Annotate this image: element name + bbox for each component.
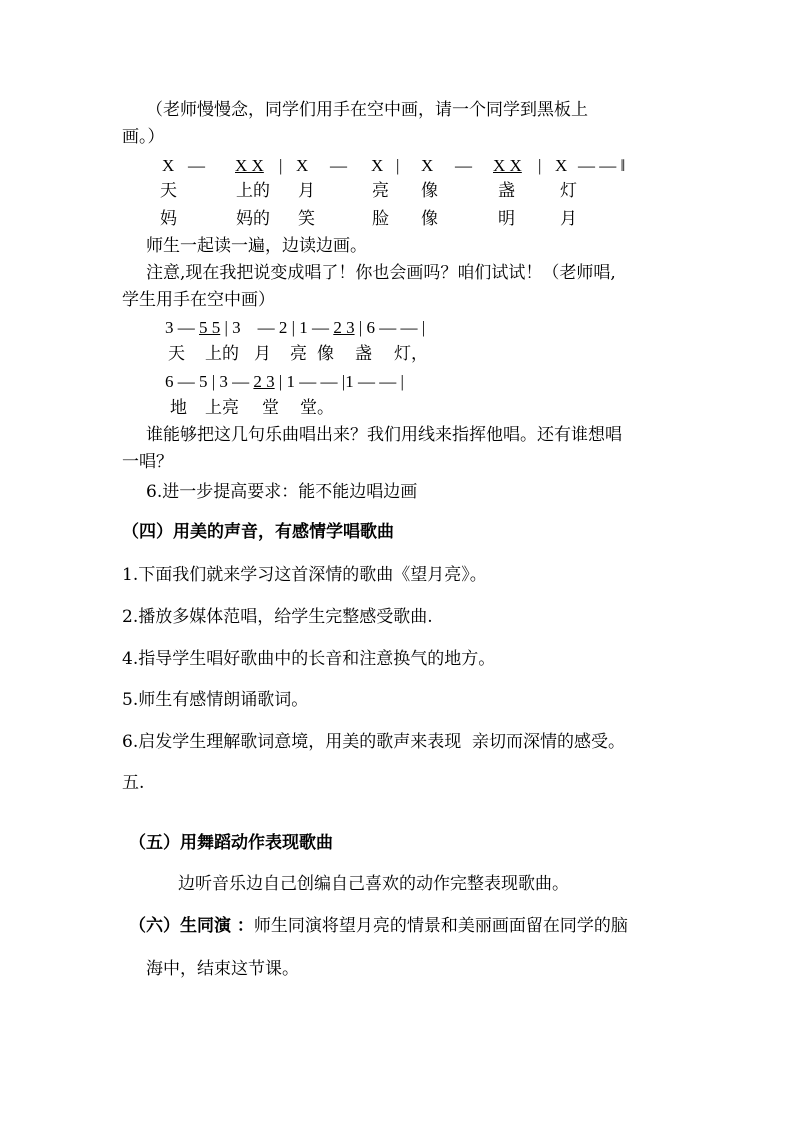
rhythm-cell: X — [555, 156, 568, 175]
section-6-body-2: 海中，结束这节课。 — [146, 959, 299, 979]
lyric: 像 — [317, 344, 334, 364]
rhythm-cell: — — ‖ — [578, 156, 626, 175]
rhythm-cell: | — [396, 156, 400, 175]
rhythm-cell: — — [330, 156, 347, 175]
rhythm-cell: — — [188, 156, 205, 175]
sing-prompt-line-1: 注意,现在我把说变成唱了！你也会画吗？咱们试试！（老师唱, — [146, 263, 616, 283]
rhythm-cell: | — [538, 156, 542, 175]
melody-part: | 3 — 2 | 1 — — [220, 318, 334, 337]
lyric: 月 — [298, 181, 315, 201]
section-4-item: 1.下面我们就来学习这首深情的歌曲《望月亮》。 — [122, 565, 487, 585]
section-6-title: （六）生同演 ： — [129, 916, 254, 936]
section-4-item: 6.启发学生理解歌词意境，用美的歌声来表现 亲切而深情的感受。 — [122, 732, 626, 752]
read-together: 师生一起读一遍，边读边画。 — [146, 236, 367, 256]
intro-line-2: 画。） — [122, 127, 165, 147]
lyric: 上的 — [236, 181, 270, 201]
rhythm-cell: X — [162, 156, 175, 175]
sing-prompt-line-2: 学生用手在空中画） — [122, 290, 275, 310]
lyric: 天 — [168, 344, 185, 364]
rhythm-cell: X X — [493, 156, 522, 175]
lyric: 上亮 — [205, 398, 239, 418]
lyric: 像 — [421, 181, 438, 201]
rhythm-cell: X — [421, 156, 434, 175]
lyric: 灯 — [560, 181, 577, 201]
lyric: 亮 — [290, 344, 307, 364]
section-6-body-1: 师生同演将望月亮的情景和美丽画面留在同学的脑 — [253, 916, 628, 936]
melody-part: 2 3 — [253, 372, 275, 391]
melody-line-1 — [165, 319, 425, 336]
lyric: 像 — [421, 209, 438, 229]
melody-part: | 6 — — | — [354, 318, 426, 337]
step-6: 6.进一步提高要求：能不能边唱边画 — [146, 482, 418, 502]
section-6-line-1 — [129, 918, 628, 935]
lyric: 地 — [170, 398, 187, 418]
section-4-title: （四）用美的声音，有感情学唱歌曲 — [122, 522, 394, 542]
lyric: 笑 — [298, 209, 315, 229]
rhythm-cell: | — [279, 156, 283, 175]
section-five-marker: 五. — [122, 773, 145, 793]
rhythm-cell: X — [296, 156, 309, 175]
rhythm-cell: X X — [235, 156, 264, 175]
lyric: 堂 — [262, 398, 279, 418]
section-4-item: 4.指导学生唱好歌曲中的长音和注意换气的地方。 — [122, 649, 496, 669]
melody-part: 6 — 5 | 3 — — [165, 372, 254, 391]
who-can-sing-line-2: 一唱？ — [122, 452, 173, 472]
lyric: 盏 — [355, 344, 372, 364]
lyric: 明 — [498, 209, 515, 229]
intro-line-1: （老师慢慢念，同学们用手在空中画，请一个同学到黑板上 — [146, 100, 588, 120]
lyric: 盏 — [498, 181, 515, 201]
lyric: 堂。 — [300, 398, 334, 418]
melody-part: | 1 — — |1 — — | — [274, 372, 404, 391]
melody-line-2 — [165, 373, 404, 390]
lyric: 灯， — [394, 344, 428, 364]
lyric: 妈的 — [236, 209, 270, 229]
section-5-body: 边听音乐边自己创编自己喜欢的动作完整表现歌曲。 — [178, 874, 569, 894]
section-5-title: （五）用舞蹈动作表现歌曲 — [129, 833, 333, 853]
lyric: 妈 — [160, 209, 177, 229]
lyric: 天 — [160, 181, 177, 201]
lyric: 脸 — [372, 209, 389, 229]
melody-part: 2 3 — [333, 318, 355, 337]
lyric: 月 — [254, 344, 271, 364]
who-can-sing-line-1: 谁能够把这几句乐曲唱出来？我们用线来指挥他唱。还有谁想唱 — [146, 425, 622, 445]
melody-part: 3 — — [165, 318, 199, 337]
section-4-item: 2.播放多媒体范唱，给学生完整感受歌曲. — [122, 607, 433, 627]
rhythm-cell: — — [455, 156, 472, 175]
section-4-item: 5.师生有感情朗诵歌词。 — [122, 690, 309, 710]
lyric: 上的 — [205, 344, 239, 364]
lyric: 亮 — [372, 181, 389, 201]
melody-part: 5 5 — [199, 318, 221, 337]
lyric: 月 — [560, 209, 577, 229]
rhythm-cell: X — [371, 156, 384, 175]
